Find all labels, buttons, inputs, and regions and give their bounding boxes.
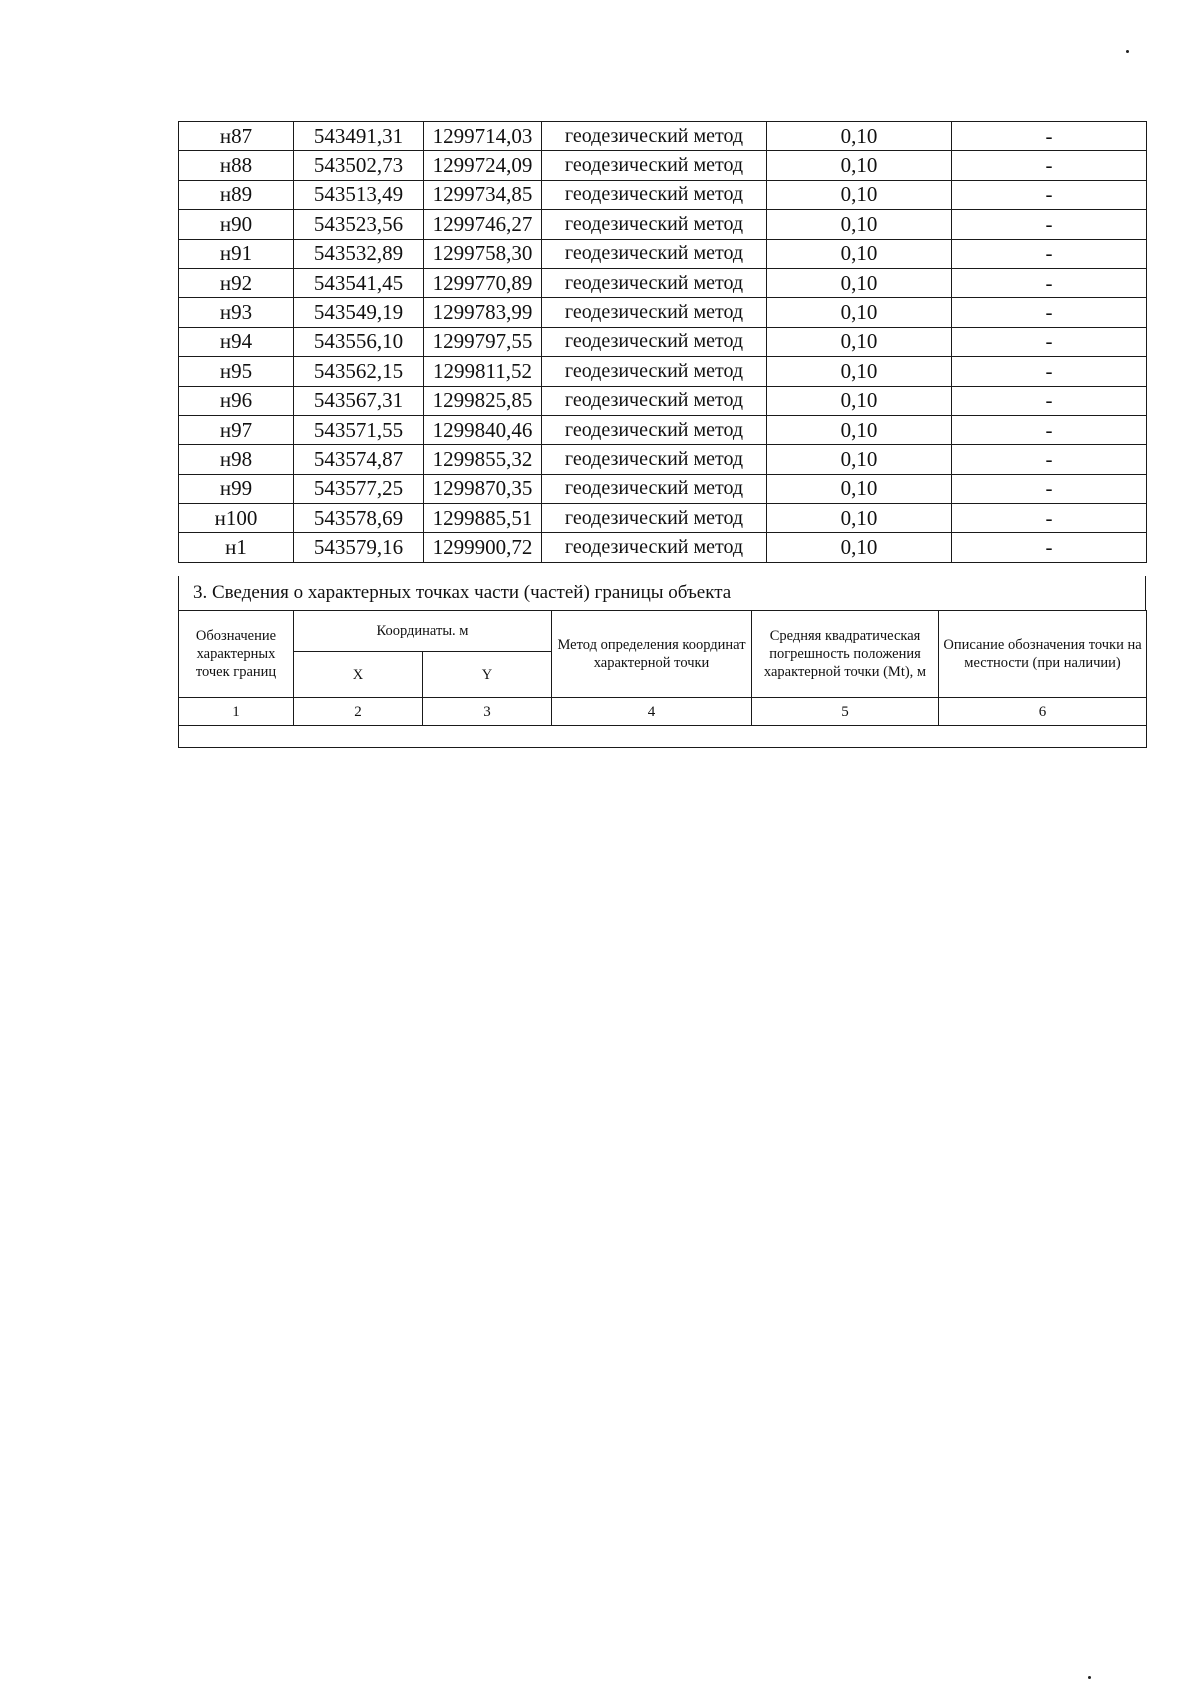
- coordinate-x: 543523,56: [294, 210, 424, 239]
- accuracy-mt: 0,10: [767, 445, 952, 474]
- point-designation: н98: [179, 445, 294, 474]
- header-point-designation: Обозначение характерных точек границ: [179, 611, 294, 698]
- point-description: -: [952, 415, 1147, 444]
- table-row: [179, 151, 1147, 180]
- determination-method: геодезический метод: [542, 151, 767, 180]
- coordinate-y: 1299825,85: [424, 386, 542, 415]
- point-designation: н93: [179, 298, 294, 327]
- accuracy-mt: 0,10: [767, 180, 952, 209]
- table-row: [179, 474, 1147, 503]
- determination-method: геодезический метод: [542, 504, 767, 533]
- coordinate-x: 543541,45: [294, 268, 424, 297]
- coordinate-y: 1299870,35: [424, 474, 542, 503]
- header-coordinates: Координаты. м: [294, 611, 552, 652]
- header-description: Описание обозначения точки на местности (при наличии): [939, 611, 1147, 698]
- table-row: [179, 357, 1147, 386]
- point-designation: н88: [179, 151, 294, 180]
- table-row: [179, 445, 1147, 474]
- accuracy-mt: 0,10: [767, 122, 952, 151]
- accuracy-mt: 0,10: [767, 210, 952, 239]
- coordinate-y: 1299840,46: [424, 415, 542, 444]
- accuracy-mt: 0,10: [767, 504, 952, 533]
- point-description: -: [952, 151, 1147, 180]
- accuracy-mt: 0,10: [767, 533, 952, 562]
- coordinate-x: 543532,89: [294, 239, 424, 268]
- section-3-title: 3. Сведения о характерных точках части (частей) границы объекта: [178, 576, 1146, 610]
- scan-speck: [1088, 1676, 1091, 1679]
- column-number-4: 4: [552, 698, 752, 726]
- table-row: [179, 122, 1147, 151]
- point-description: -: [952, 239, 1147, 268]
- determination-method: геодезический метод: [542, 533, 767, 562]
- coordinate-y: 1299797,55: [424, 327, 542, 356]
- scan-speck: [1126, 50, 1129, 53]
- determination-method: геодезический метод: [542, 180, 767, 209]
- boundary-points-body: [179, 122, 1147, 563]
- table-row: [179, 239, 1147, 268]
- point-designation: н91: [179, 239, 294, 268]
- determination-method: геодезический метод: [542, 415, 767, 444]
- point-designation: н99: [179, 474, 294, 503]
- point-description: -: [952, 357, 1147, 386]
- section-3-table: [178, 610, 1147, 748]
- determination-method: геодезический метод: [542, 122, 767, 151]
- header-x: X: [294, 652, 423, 698]
- determination-method: геодезический метод: [542, 386, 767, 415]
- point-designation: н96: [179, 386, 294, 415]
- accuracy-mt: 0,10: [767, 327, 952, 356]
- accuracy-mt: 0,10: [767, 298, 952, 327]
- table-row: [179, 415, 1147, 444]
- coordinate-x: 543556,10: [294, 327, 424, 356]
- coordinate-x: 543491,31: [294, 122, 424, 151]
- accuracy-mt: 0,10: [767, 151, 952, 180]
- coordinate-y: 1299900,72: [424, 533, 542, 562]
- point-description: -: [952, 445, 1147, 474]
- coordinate-y: 1299770,89: [424, 268, 542, 297]
- coordinate-x: 543513,49: [294, 180, 424, 209]
- coordinate-x: 543567,31: [294, 386, 424, 415]
- table-row: [179, 504, 1147, 533]
- coordinate-y: 1299714,03: [424, 122, 542, 151]
- table-row: [179, 327, 1147, 356]
- coordinate-y: 1299855,32: [424, 445, 542, 474]
- coordinate-x: 543577,25: [294, 474, 424, 503]
- coordinate-y: 1299758,30: [424, 239, 542, 268]
- column-number-1: 1: [179, 698, 294, 726]
- determination-method: геодезический метод: [542, 210, 767, 239]
- column-number-6: 6: [939, 698, 1147, 726]
- accuracy-mt: 0,10: [767, 268, 952, 297]
- coordinate-x: 543571,55: [294, 415, 424, 444]
- coordinate-x: 543574,87: [294, 445, 424, 474]
- table-row: [179, 210, 1147, 239]
- coordinate-x: 543579,16: [294, 533, 424, 562]
- empty-row: [179, 726, 1147, 748]
- point-designation: н87: [179, 122, 294, 151]
- coordinate-y: 1299734,85: [424, 180, 542, 209]
- point-description: -: [952, 504, 1147, 533]
- header-accuracy: Средняя квадратическая погрешность положения характерной точки (Mt), м: [752, 611, 939, 698]
- point-designation: н100: [179, 504, 294, 533]
- determination-method: геодезический метод: [542, 268, 767, 297]
- point-description: -: [952, 298, 1147, 327]
- determination-method: геодезический метод: [542, 298, 767, 327]
- table-row: [179, 180, 1147, 209]
- coordinate-y: 1299885,51: [424, 504, 542, 533]
- coordinate-y: 1299724,09: [424, 151, 542, 180]
- accuracy-mt: 0,10: [767, 386, 952, 415]
- point-description: -: [952, 122, 1147, 151]
- point-designation: н97: [179, 415, 294, 444]
- point-designation: н95: [179, 357, 294, 386]
- accuracy-mt: 0,10: [767, 357, 952, 386]
- point-designation: н90: [179, 210, 294, 239]
- coordinate-x: 543562,15: [294, 357, 424, 386]
- table-row: [179, 533, 1147, 562]
- column-number-5: 5: [752, 698, 939, 726]
- coordinate-x: 543578,69: [294, 504, 424, 533]
- accuracy-mt: 0,10: [767, 415, 952, 444]
- point-designation: н89: [179, 180, 294, 209]
- accuracy-mt: 0,10: [767, 239, 952, 268]
- point-description: -: [952, 474, 1147, 503]
- point-description: -: [952, 180, 1147, 209]
- coordinate-x: 543502,73: [294, 151, 424, 180]
- point-description: -: [952, 327, 1147, 356]
- determination-method: геодезический метод: [542, 239, 767, 268]
- column-number-2: 2: [294, 698, 423, 726]
- table-row: [179, 268, 1147, 297]
- header-y: Y: [423, 652, 552, 698]
- coordinate-x: 543549,19: [294, 298, 424, 327]
- accuracy-mt: 0,10: [767, 474, 952, 503]
- point-description: -: [952, 533, 1147, 562]
- determination-method: геодезический метод: [542, 474, 767, 503]
- point-description: -: [952, 210, 1147, 239]
- column-number-3: 3: [423, 698, 552, 726]
- point-description: -: [952, 386, 1147, 415]
- header-method: Метод определения координат характерной точки: [552, 611, 752, 698]
- coordinate-y: 1299783,99: [424, 298, 542, 327]
- point-designation: н94: [179, 327, 294, 356]
- coordinate-y: 1299811,52: [424, 357, 542, 386]
- table-row: [179, 298, 1147, 327]
- boundary-points-table: [178, 121, 1147, 563]
- point-designation: н92: [179, 268, 294, 297]
- point-description: -: [952, 268, 1147, 297]
- point-designation: н1: [179, 533, 294, 562]
- table-row: [179, 386, 1147, 415]
- determination-method: геодезический метод: [542, 357, 767, 386]
- determination-method: геодезический метод: [542, 445, 767, 474]
- coordinate-y: 1299746,27: [424, 210, 542, 239]
- determination-method: геодезический метод: [542, 327, 767, 356]
